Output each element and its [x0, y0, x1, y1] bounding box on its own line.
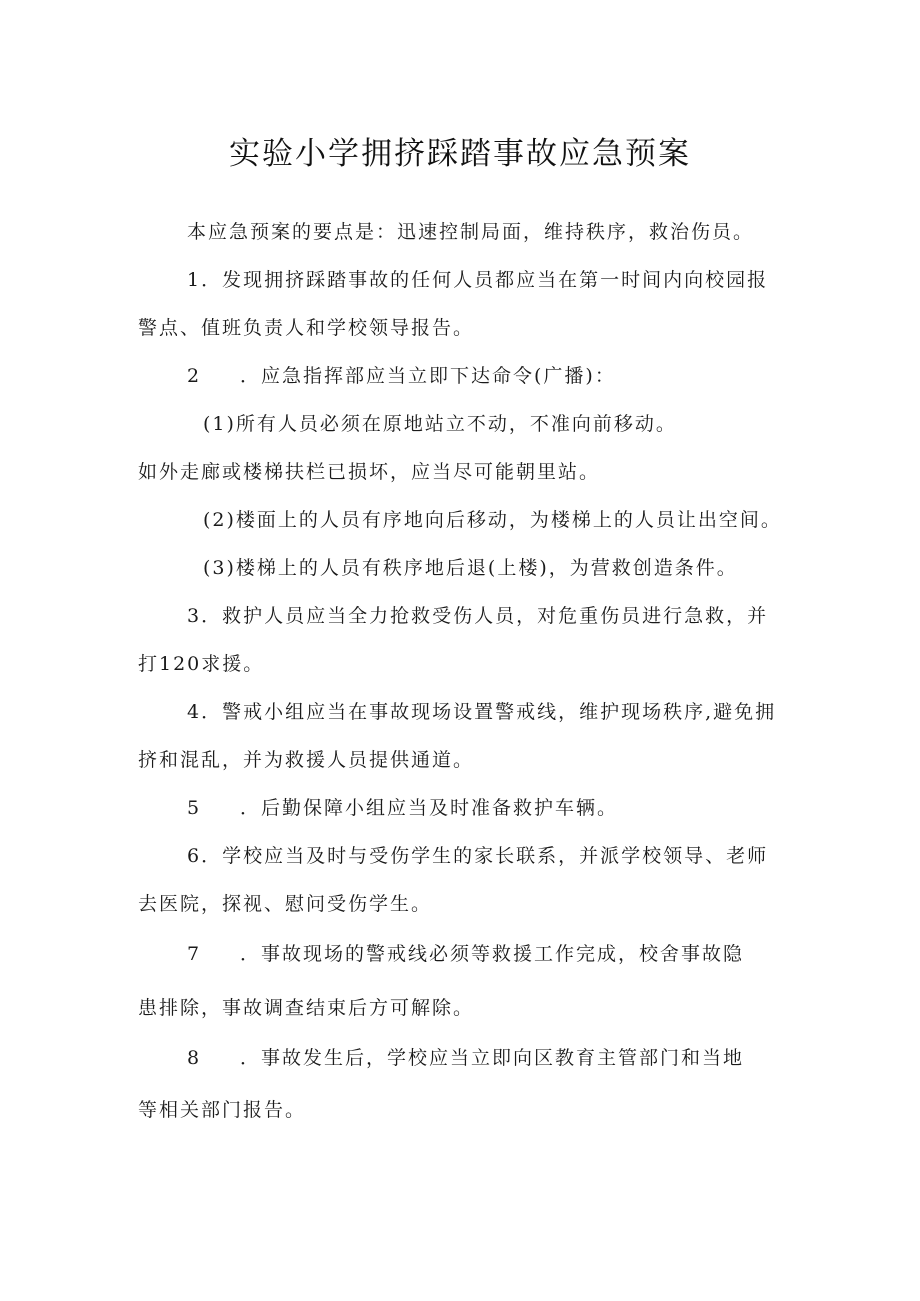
intro-paragraph: 本应急预案的要点是：迅速控制局面，维持秩序，救治伤员。: [187, 221, 755, 243]
subitem-1-line-1: (1)所有人员必须在原地站立不动，不准向前移动。: [203, 413, 677, 435]
item-2-line-1: ．应急指挥部应当立即下达命令(广播)：: [240, 365, 616, 387]
item-7-line-1: ．事故现场的警戒线必须等救援工作完成，校舍事故隐: [240, 943, 745, 965]
item-3-line-1: 3．救护人员应当全力抢救受伤人员，对危重伤员进行急救，并: [187, 605, 769, 627]
item-7-number: 7: [187, 943, 202, 965]
item-5-line-1: ．后勤保障小组应当及时准备救护车辆。: [240, 797, 619, 819]
item-1-line-2: 警点、值班负责人和学校领导报告。: [138, 317, 475, 339]
item-4-line-2: 挤和混乱，并为救援人员提供通道。: [138, 749, 475, 771]
subitem-1-line-2: 如外走廊或楼梯扶栏已损坏，应当尽可能朝里站。: [138, 461, 601, 483]
subitem-2: (2)楼面上的人员有序地向后移动，为楼梯上的人员让出空间。: [203, 509, 782, 531]
item-4-line-1: 4．警戒小组应当在事故现场设置警戒线，维护现场秩序,避免拥: [187, 701, 777, 723]
document-title: 实验小学拥挤踩踏事故应急预案: [229, 136, 691, 172]
item-1-line-1: 1．发现拥挤踩踏事故的任何人员都应当在第一时间内向校园报: [187, 269, 769, 291]
item-8-line-1: ．事故发生后，学校应当立即向区教育主管部门和当地: [240, 1047, 745, 1069]
item-5-number: 5: [187, 797, 202, 819]
item-7-line-2: 患排除，事故调查结束后方可解除。: [138, 997, 475, 1019]
item-3-line-2: 打120求援。: [138, 653, 265, 675]
item-8-line-2: 等相关部门报告。: [138, 1099, 307, 1121]
item-8-number: 8: [187, 1047, 202, 1069]
item-6-line-2: 去医院，探视、慰问受伤学生。: [138, 893, 433, 915]
subitem-3: (3)楼梯上的人员有秩序地后退(上楼)，为营救创造条件。: [203, 557, 738, 579]
item-2-number: 2: [187, 365, 202, 387]
item-6-line-1: 6．学校应当及时与受伤学生的家长联系，并派学校领导、老师: [187, 845, 769, 867]
